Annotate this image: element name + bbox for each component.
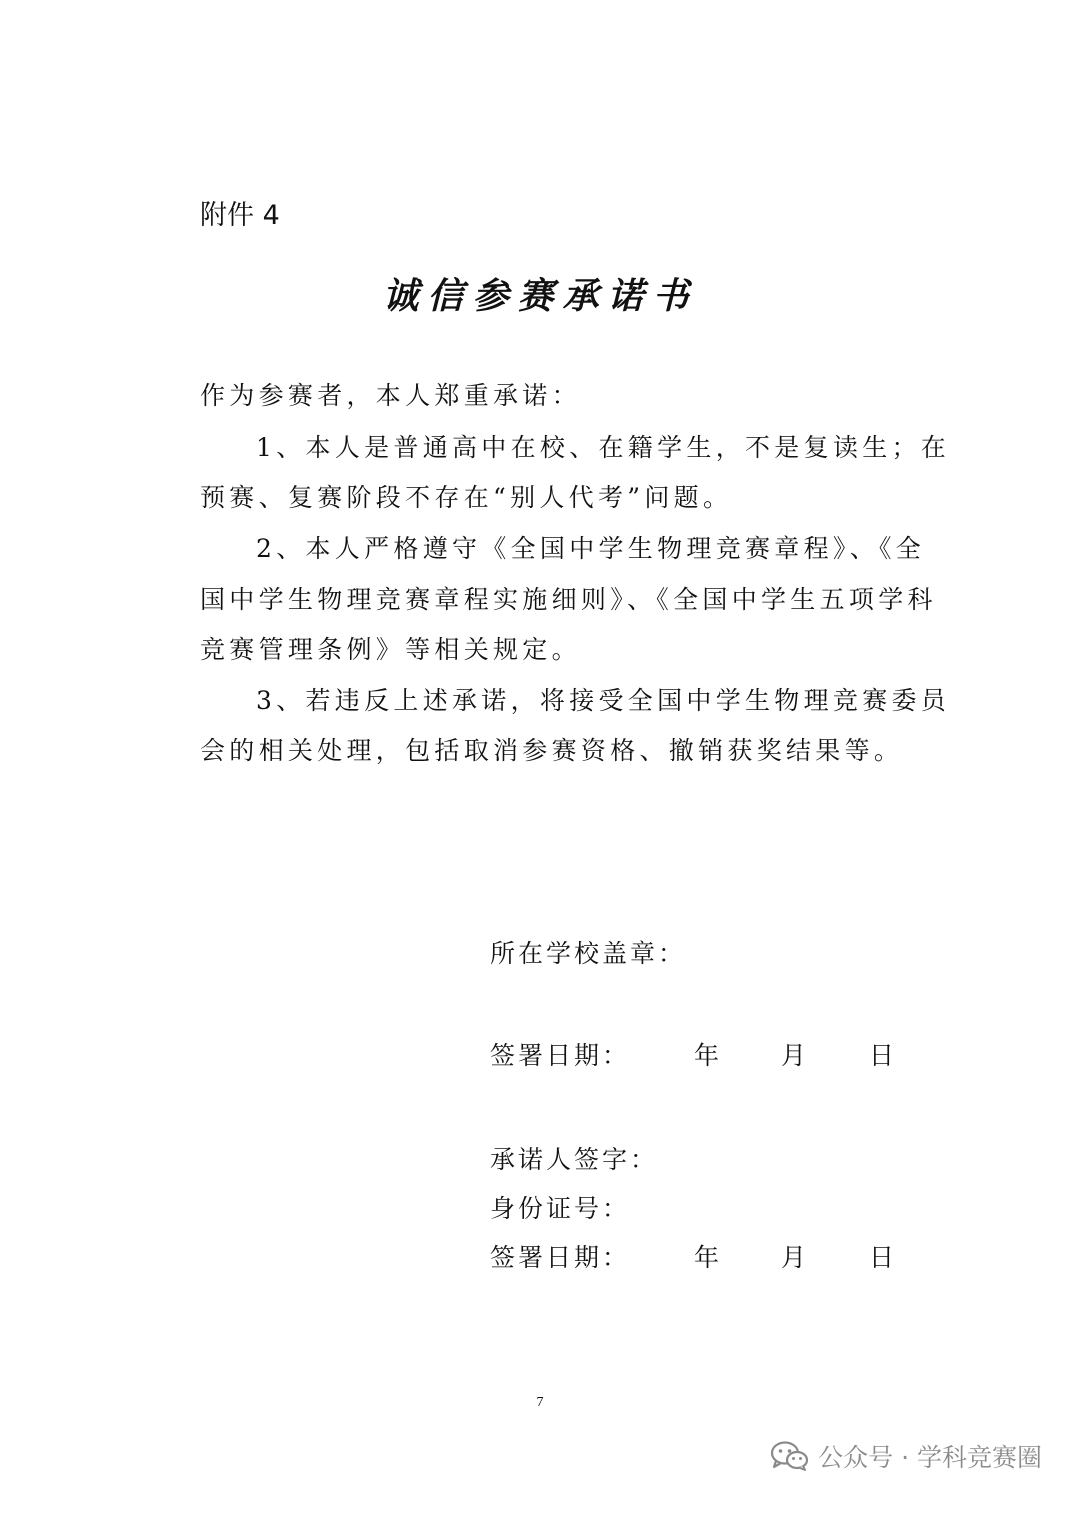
item-2-line-2: 国中学生物理竞赛章程实施细则》、《全国中学生五项学科 (200, 585, 937, 614)
item-2-line-1: 2、本人严格遵守《全国中学生物理竞赛章程》、《全 (256, 534, 926, 563)
id-number-label: 身份证号： (490, 1194, 631, 1223)
wechat-icon (770, 1440, 810, 1472)
attachment-label: 附件 4 (200, 200, 280, 231)
watermark-text: 公众号 · 学科竞赛圈 (818, 1443, 1042, 1472)
document-title: 诚信参赛承诺书 (382, 275, 698, 317)
signer-date-year: 年 (694, 1243, 723, 1272)
page-number: 7 (536, 1395, 544, 1410)
item-1-line-1: 1、本人是普通高中在校、在籍学生，不是复读生；在 (256, 433, 951, 462)
signature-label: 承诺人签字： (490, 1145, 659, 1174)
intro-text: 作为参赛者，本人郑重承诺： (200, 381, 581, 410)
signer-date-month: 月 (781, 1243, 810, 1272)
school-date-year: 年 (694, 1041, 723, 1070)
item-1-line-2: 预赛、复赛阶段不存在“别人代考”问题。 (200, 483, 733, 512)
school-stamp-label: 所在学校盖章： (490, 939, 687, 968)
item-2-line-3: 竞赛管理条例》等相关规定。 (200, 635, 581, 664)
watermark (770, 1438, 1042, 1474)
item-3-line-1: 3、若违反上述承诺，将接受全国中学生物理竞赛委员 (256, 686, 951, 715)
signer-date-label: 签署日期： (490, 1243, 631, 1272)
school-date-month: 月 (781, 1041, 810, 1070)
school-date-day: 日 (869, 1041, 898, 1070)
signer-date-day: 日 (869, 1243, 898, 1272)
item-3-line-2: 会的相关处理，包括取消参赛资格、撤销获奖结果等。 (200, 736, 904, 765)
school-date-label: 签署日期： (490, 1041, 631, 1070)
